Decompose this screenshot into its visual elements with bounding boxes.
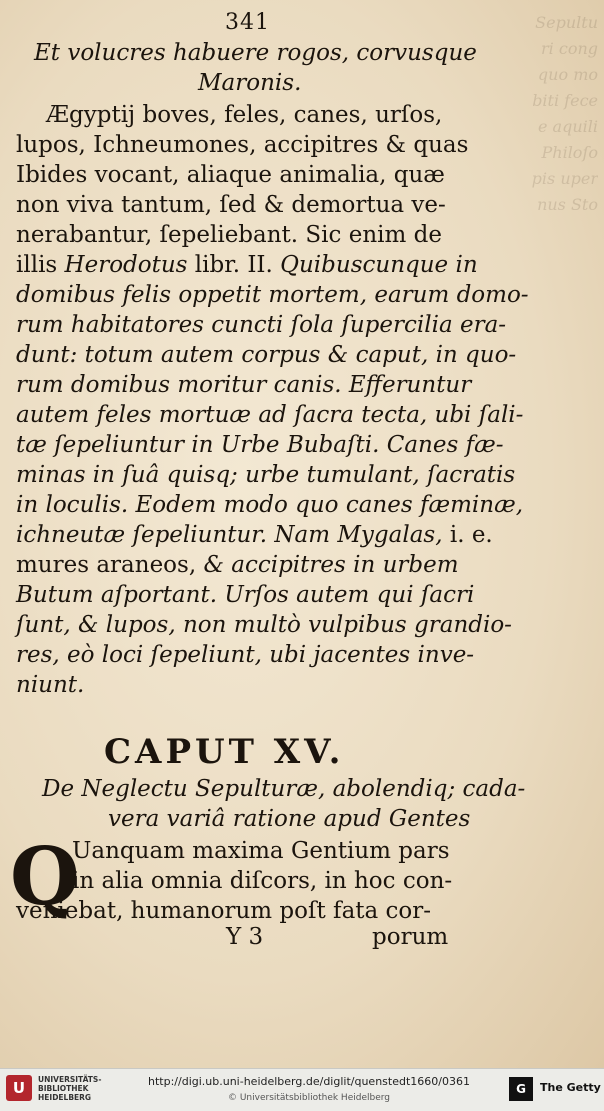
verse-block [8,38,477,98]
body-line [8,550,468,580]
page-number: 341 [225,10,270,35]
italic-run: domibus felis oppetit mortem, earum domo- [16,282,529,308]
body-line [8,280,529,310]
body-line [8,670,468,700]
source-url-link[interactable]: http://digi.ub.uni-heidelberg.de/diglit/quenstedt1660/0361 [148,1075,470,1088]
body-line [8,460,516,490]
bleed-through-line: e aquili [538,117,598,136]
italic-run: niunt. [16,672,85,698]
body-line [8,400,524,430]
body-line [8,250,478,280]
catchword: porum [372,924,449,950]
verse-line-2: Maronis. [198,70,302,96]
italic-run: minas in ſuâ quisq; urbe tumulant, ſacratis [16,462,516,488]
roman-run: libr. II. [187,252,281,278]
opening-paragraph [8,829,468,926]
body-line [8,100,468,130]
italic-run: Butum aſportant. Urſos autem qui ſacri [16,582,475,608]
body-line [8,490,524,520]
italic-run: tæ ſepeliuntur in Urbe Bubaſti. Canes fæ- [16,432,504,458]
italic-run: autem feles mortuæ ad ſacra tecta, ubi ſali- [16,402,524,428]
subheading-line-2: vera variâ ratione apud Gentes [108,806,471,832]
italic-run: & accipitres in urbem [203,552,459,578]
italic-run: ichneutæ ſepeliuntur. Nam Mygalas, [16,522,450,548]
body-line [8,610,512,640]
roman-run: lupos, Ichneumones, accipitres & quas [16,132,469,158]
chapter-heading: CAPUT XV. [104,732,345,772]
roman-run: mures araneos, [16,552,204,578]
body-line [8,190,468,220]
body-line [8,520,493,550]
signature-mark: Y 3 [226,924,264,950]
opening-line-3: veniebat, humanorum poſt fata cor- [16,898,432,924]
viewer-footer [0,1068,604,1111]
italic-run: Quibuscunque in [280,252,478,278]
library-logo-icon: U [6,1075,32,1101]
body-line [8,580,475,610]
body-line [8,310,507,340]
bleed-through-line: biti fece [532,91,598,110]
roman-run: illis [16,252,65,278]
bleed-through-text [470,10,604,310]
drop-capital: Q [10,829,80,923]
roman-run: nerabantur, ſepeliebant. Sic enim de [16,222,442,248]
body-text [8,100,529,700]
italic-run: rum habitatores cuncti ſola ſupercilia era- [16,312,507,338]
university-library-logo[interactable] [6,1075,146,1105]
library-logo-line-3: HEIDELBERG [38,1093,92,1102]
italic-run: Herodotus [64,252,188,278]
italic-run: rum domibus moritur canis. Efferuntur [16,372,472,398]
opening-line-1: Uanquam maxima Gentium pars [72,838,450,864]
getty-logo-text: The Getty [540,1081,601,1094]
roman-run: Ibides vocant, aliaque animalia, quæ [16,162,445,188]
roman-run: non viva tantum, ſed & demortua ve- [16,192,446,218]
italic-run: in loculis. Eodem modo quo canes fæminæ, [16,492,524,518]
subheading-line-1: De Neglectu Sepulturæ, abolendiq; cada- [42,776,526,802]
italic-run: res, eò loci ſepeliunt, ubi jacentes inve- [16,642,475,668]
bleed-through-line: Philoſo [541,143,598,162]
bleed-through-line: quo mo [537,65,598,84]
verse-line-1: Et volucres habuere rogos, corvusque [34,40,477,66]
library-logo-text [38,1075,101,1102]
body-line [8,220,468,250]
getty-logo-icon[interactable]: G [509,1077,533,1101]
roman-run: i. e. [449,522,493,548]
bleed-through-line: ri cong [541,39,598,58]
bleed-through-line: pis uper [531,169,598,188]
italic-run: ſunt, & lupos, non multò vulpibus grandio- [16,612,512,638]
bleed-through-line: nus Sto [537,195,598,214]
roman-run: Ægyptij boves, feles, canes, urſos, [46,102,443,128]
chapter-subheading [8,774,526,834]
body-line [8,160,468,190]
opening-line-2: in alia omnia diſcors, in hoc con- [72,868,453,894]
copyright-notice: © Universitätsbibliothek Heidelberg [227,1093,390,1103]
body-line [8,130,468,160]
body-line [8,340,517,370]
library-logo-line-2: BIBLIOTHEK [38,1084,89,1093]
body-line [8,640,475,670]
body-line [8,430,504,460]
bleed-through-line: Sepultu [535,13,598,32]
library-logo-line-1: UNIVERSITÄTS- [38,1075,102,1084]
body-line [8,370,472,400]
italic-run: dunt: totum autem corpus & caput, in quo- [16,342,517,368]
